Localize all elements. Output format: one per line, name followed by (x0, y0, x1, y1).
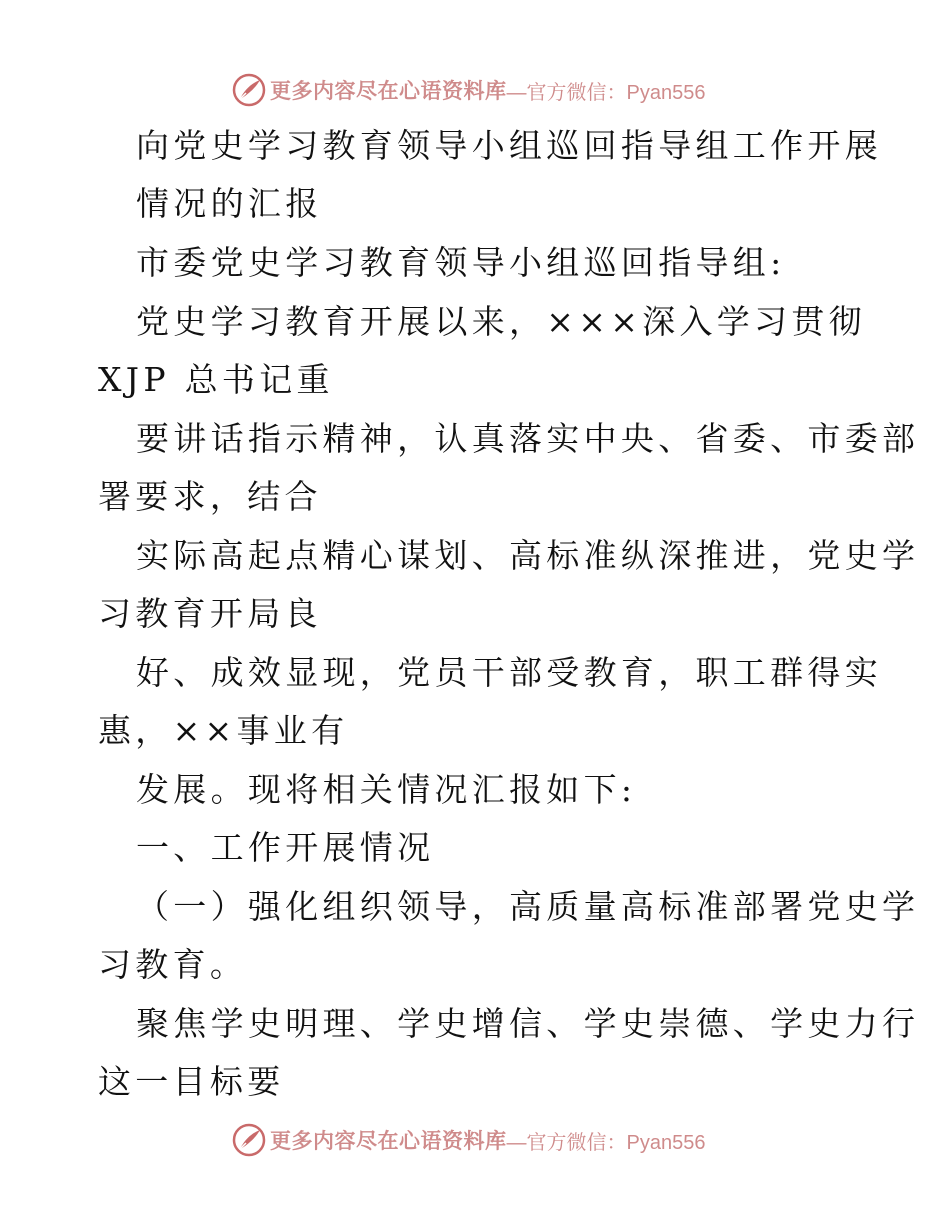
body-line: 党史学习教育开展以来，×××深入学习贯彻 (136, 302, 866, 341)
body-line: 习教育开局良 (98, 594, 322, 633)
body-line: 要讲话指示精神，认真落实中央、省委、市委部 (136, 419, 920, 458)
section-heading: 一、工作开展情况 (136, 828, 435, 867)
title-line-1: 向党史学习教育领导小组巡回指导组工作开展 (136, 126, 882, 165)
body-line: XJP 总书记重 (98, 360, 334, 399)
body-line: 聚焦学史明理、学史增信、学史崇德、学史力行 (136, 1004, 920, 1043)
title-line-2: 情况的汇报 (136, 184, 323, 223)
subsection-heading-continued: 习教育。 (98, 945, 248, 984)
body-line: 署要求，结合 (98, 477, 322, 516)
body-line: 实际高起点精心谋划、高标准纵深推进，党史学 (136, 536, 920, 575)
salutation-line: 市委党史学习教育领导小组巡回指导组: (136, 243, 786, 282)
footer-watermark (232, 1120, 705, 1160)
body-line: 惠，××事业有 (98, 711, 349, 750)
body-line: 好、成效显现，党员干部受教育，职工群得实 (136, 653, 882, 692)
body-line: 发展。现将相关情况汇报如下: (136, 770, 637, 809)
feather-quill-icon (232, 73, 266, 107)
header-watermark (232, 70, 705, 110)
watermark-contact-text: —官方微信：Pyan556 (506, 1131, 706, 1154)
watermark-brand-text: 更多内容尽在心语资料库 (270, 1128, 507, 1153)
watermark-brand-text: 更多内容尽在心语资料库 (270, 78, 507, 103)
feather-quill-icon (232, 1123, 266, 1157)
watermark-contact-text: —官方微信：Pyan556 (506, 81, 706, 104)
body-line: 这一目标要 (98, 1062, 285, 1101)
subsection-heading: （一）强化组织领导，高质量高标准部署党史学 (136, 887, 920, 926)
